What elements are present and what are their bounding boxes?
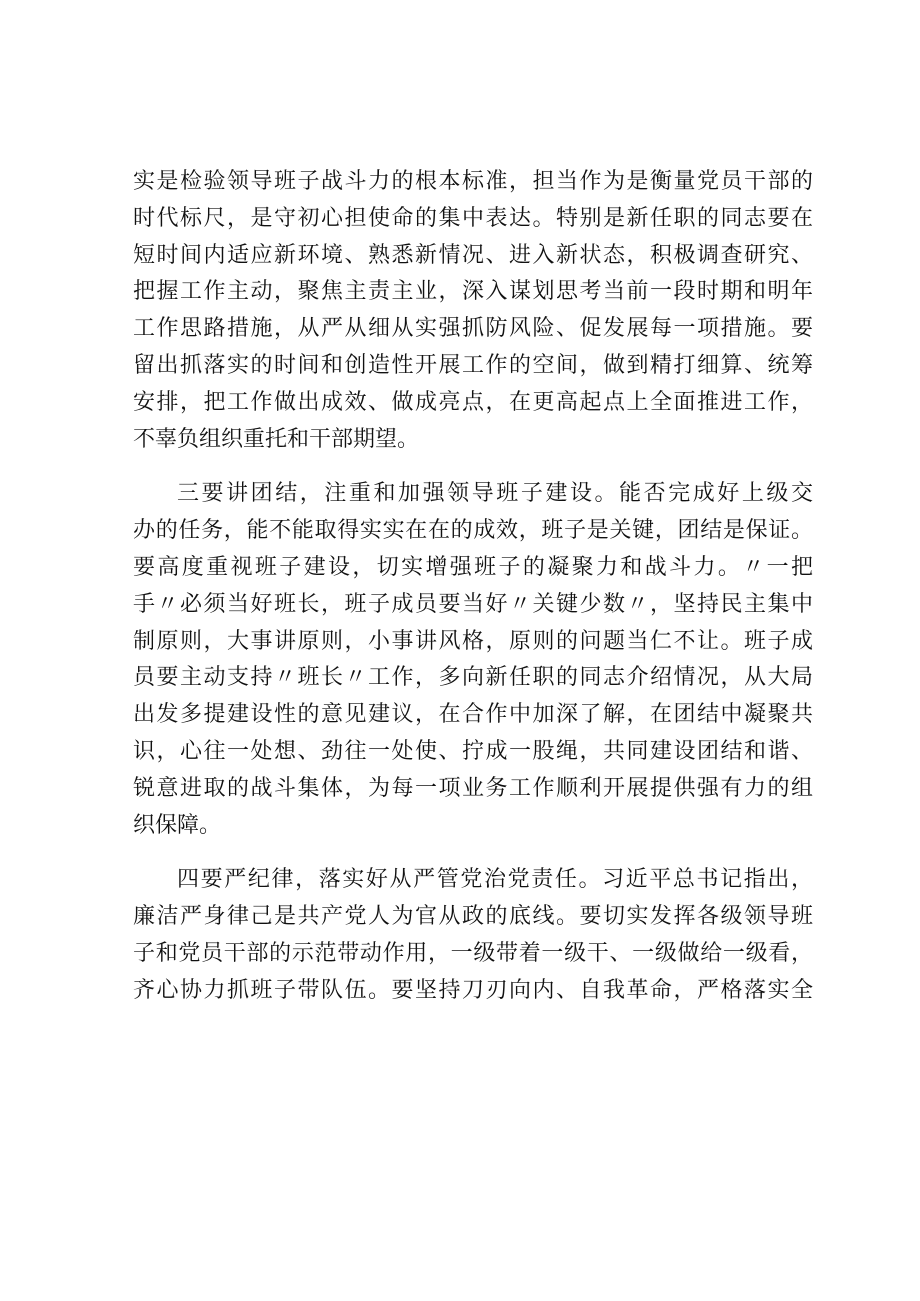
text-line: 留出抓落实的时间和创造性开展工作的空间，做到精打细算、统筹 (133, 352, 813, 378)
paragraph-2 (133, 476, 813, 844)
text-line: 三要讲团结，注重和加强领导班子建设。能否完成好上级交 (177, 481, 813, 507)
text-line: 安排，把工作做出成效、做成亮点，在更高起点上全面推进工作， (133, 389, 813, 415)
text-line: 子和党员干部的示范带动作用，一级带着一级干、一级做给一级看， (133, 940, 813, 966)
text-line: 工作思路措施，从严从细从实强抓防风险、促发展每一项措施。要 (133, 316, 813, 342)
paragraph-1 (133, 164, 813, 458)
text-line: 时代标尺，是守初心担使命的集中表达。特别是新任职的同志要在 (133, 205, 813, 231)
body-text (133, 164, 813, 1028)
text-line: 廉洁严身律己是共产党人为官从政的底线。要切实发挥各级领导班 (133, 904, 813, 930)
text-line: 出发多提建设性的意见建议，在合作中加深了解，在团结中凝聚共 (133, 702, 813, 728)
text-line: 办的任务，能不能取得实实在在的成效，班子是关键，团结是保证。 (133, 518, 813, 544)
text-line: 手〃必须当好班长，班子成员要当好〃关键少数〃，坚持民主集中 (133, 591, 813, 617)
text-line: 识，心往一处想、劲往一处使、拧成一股绳，共同建设团结和谐、 (133, 738, 813, 764)
text-line: 织保障。 (133, 812, 222, 838)
text-line: 齐心协力抓班子带队伍。要坚持刀刃向内、自我革命，严格落实全 (133, 977, 813, 1003)
paragraph-3 (133, 862, 813, 1009)
text-line: 锐意进取的战斗集体，为每一项业务工作顺利开展提供强有力的组 (133, 775, 813, 801)
text-line: 把握工作主动，聚焦主责主业，深入谋划思考当前一段时期和明年 (133, 279, 813, 305)
text-line: 要高度重视班子建设，切实增强班子的凝聚力和战斗力。〃一把 (133, 554, 813, 580)
text-line: 员要主动支持〃班长〃工作，多向新任职的同志介绍情况，从大局 (133, 665, 813, 691)
text-line: 制原则，大事讲原则，小事讲风格，原则的问题当仁不让。班子成 (133, 628, 813, 654)
text-line: 短时间内适应新环境、熟悉新情况、进入新状态，积极调查研究、 (133, 242, 813, 268)
text-line: 实是检验领导班子战斗力的根本标准，担当作为是衡量党员干部的 (133, 169, 813, 194)
text-line: 不辜负组织重托和干部期望。 (133, 426, 420, 452)
text-line: 四要严纪律，落实好从严管党治党责任。习近平总书记指出， (177, 867, 813, 893)
